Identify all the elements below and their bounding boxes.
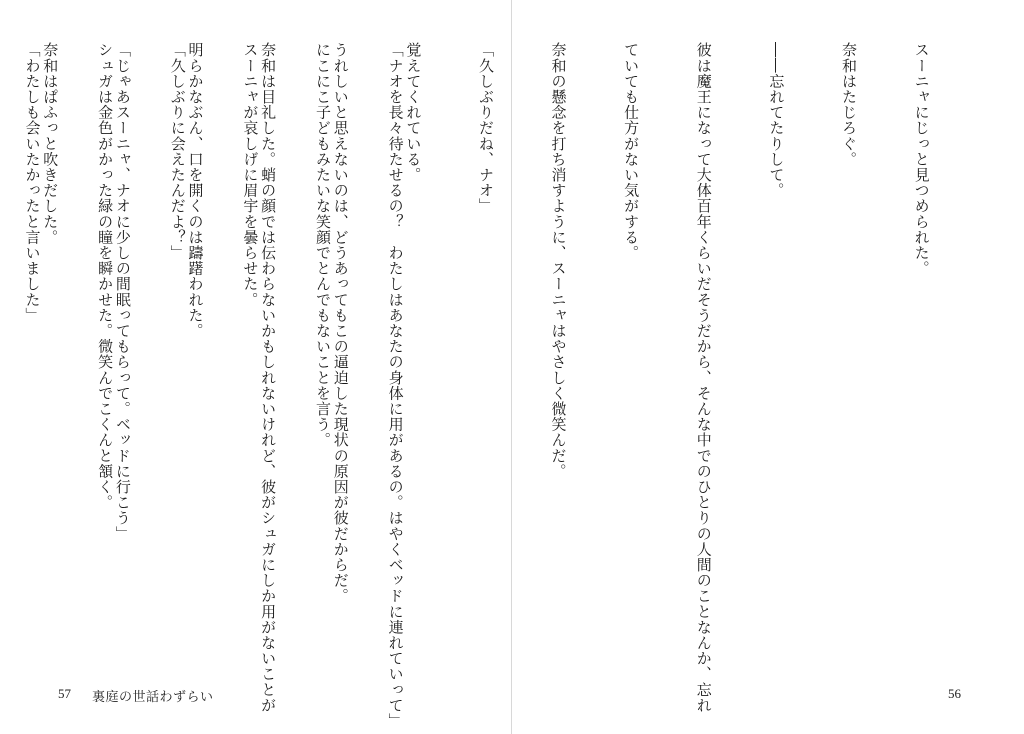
text-line: 「久しぶりだね、ナオ」 bbox=[476, 42, 495, 214]
text-line: にこにこ子どもみたいな笑顔でとんでもないことを言う。 bbox=[313, 42, 332, 448]
page-number: 56 bbox=[948, 686, 961, 701]
text-line: 奈和は目礼した。蛸の顔では伝わらないかもしれないけれど、彼がシュガにしか用がないことが bbox=[259, 42, 278, 713]
text-line: ていても仕方がない気がする。 bbox=[622, 42, 641, 261]
text-line: うれしいと思えないのは、どうあってもこの逼迫した現状の原因が彼だからだ。 bbox=[331, 42, 350, 604]
text-line: シュガは金色がかった緑の瞳を瞬かせた。微笑んでこくんと頷く。 bbox=[96, 42, 115, 510]
text-line: 「わたしも会いたかったと言いました」 bbox=[23, 42, 42, 323]
text-line: スーニャにじっと見つめられた。 bbox=[912, 42, 931, 276]
text-line: 奈和はたじろぐ。 bbox=[839, 42, 858, 167]
text-line: 「じゃあスーニャ、ナオに少しの間眠ってもらって。ベッドに行こう」 bbox=[113, 42, 132, 542]
text-line: 奈和の懸念を打ち消すように、スーニャはやさしく微笑んだ。 bbox=[549, 42, 568, 479]
text-line: 「久しぶりに会えたんだよ？」 bbox=[168, 42, 187, 261]
text-line: 覚えてくれている。 bbox=[404, 42, 423, 183]
text-line: 奈和はぱふっと吹きだした。 bbox=[41, 42, 60, 245]
text-line: 「ナオを長々待たせるの？ わたしはあなたの身体に用があるの。はやくベッドに連れていって」 bbox=[386, 42, 405, 729]
text-line: スーニャが哀しげに眉宇を曇らせた。 bbox=[241, 42, 260, 308]
running-head: 裏庭の世話わずらい bbox=[92, 690, 214, 705]
page-number: 57 bbox=[58, 686, 71, 701]
text-line: 彼は魔王になって大体百年くらいだそうだから、そんな中でのひとりの人間のことなんか、忘れ bbox=[694, 42, 713, 713]
text-line: ――忘れてたりして。 bbox=[767, 42, 786, 198]
text-line: 明らかなぶん、口を開くのは躊躇われた。 bbox=[186, 42, 205, 339]
